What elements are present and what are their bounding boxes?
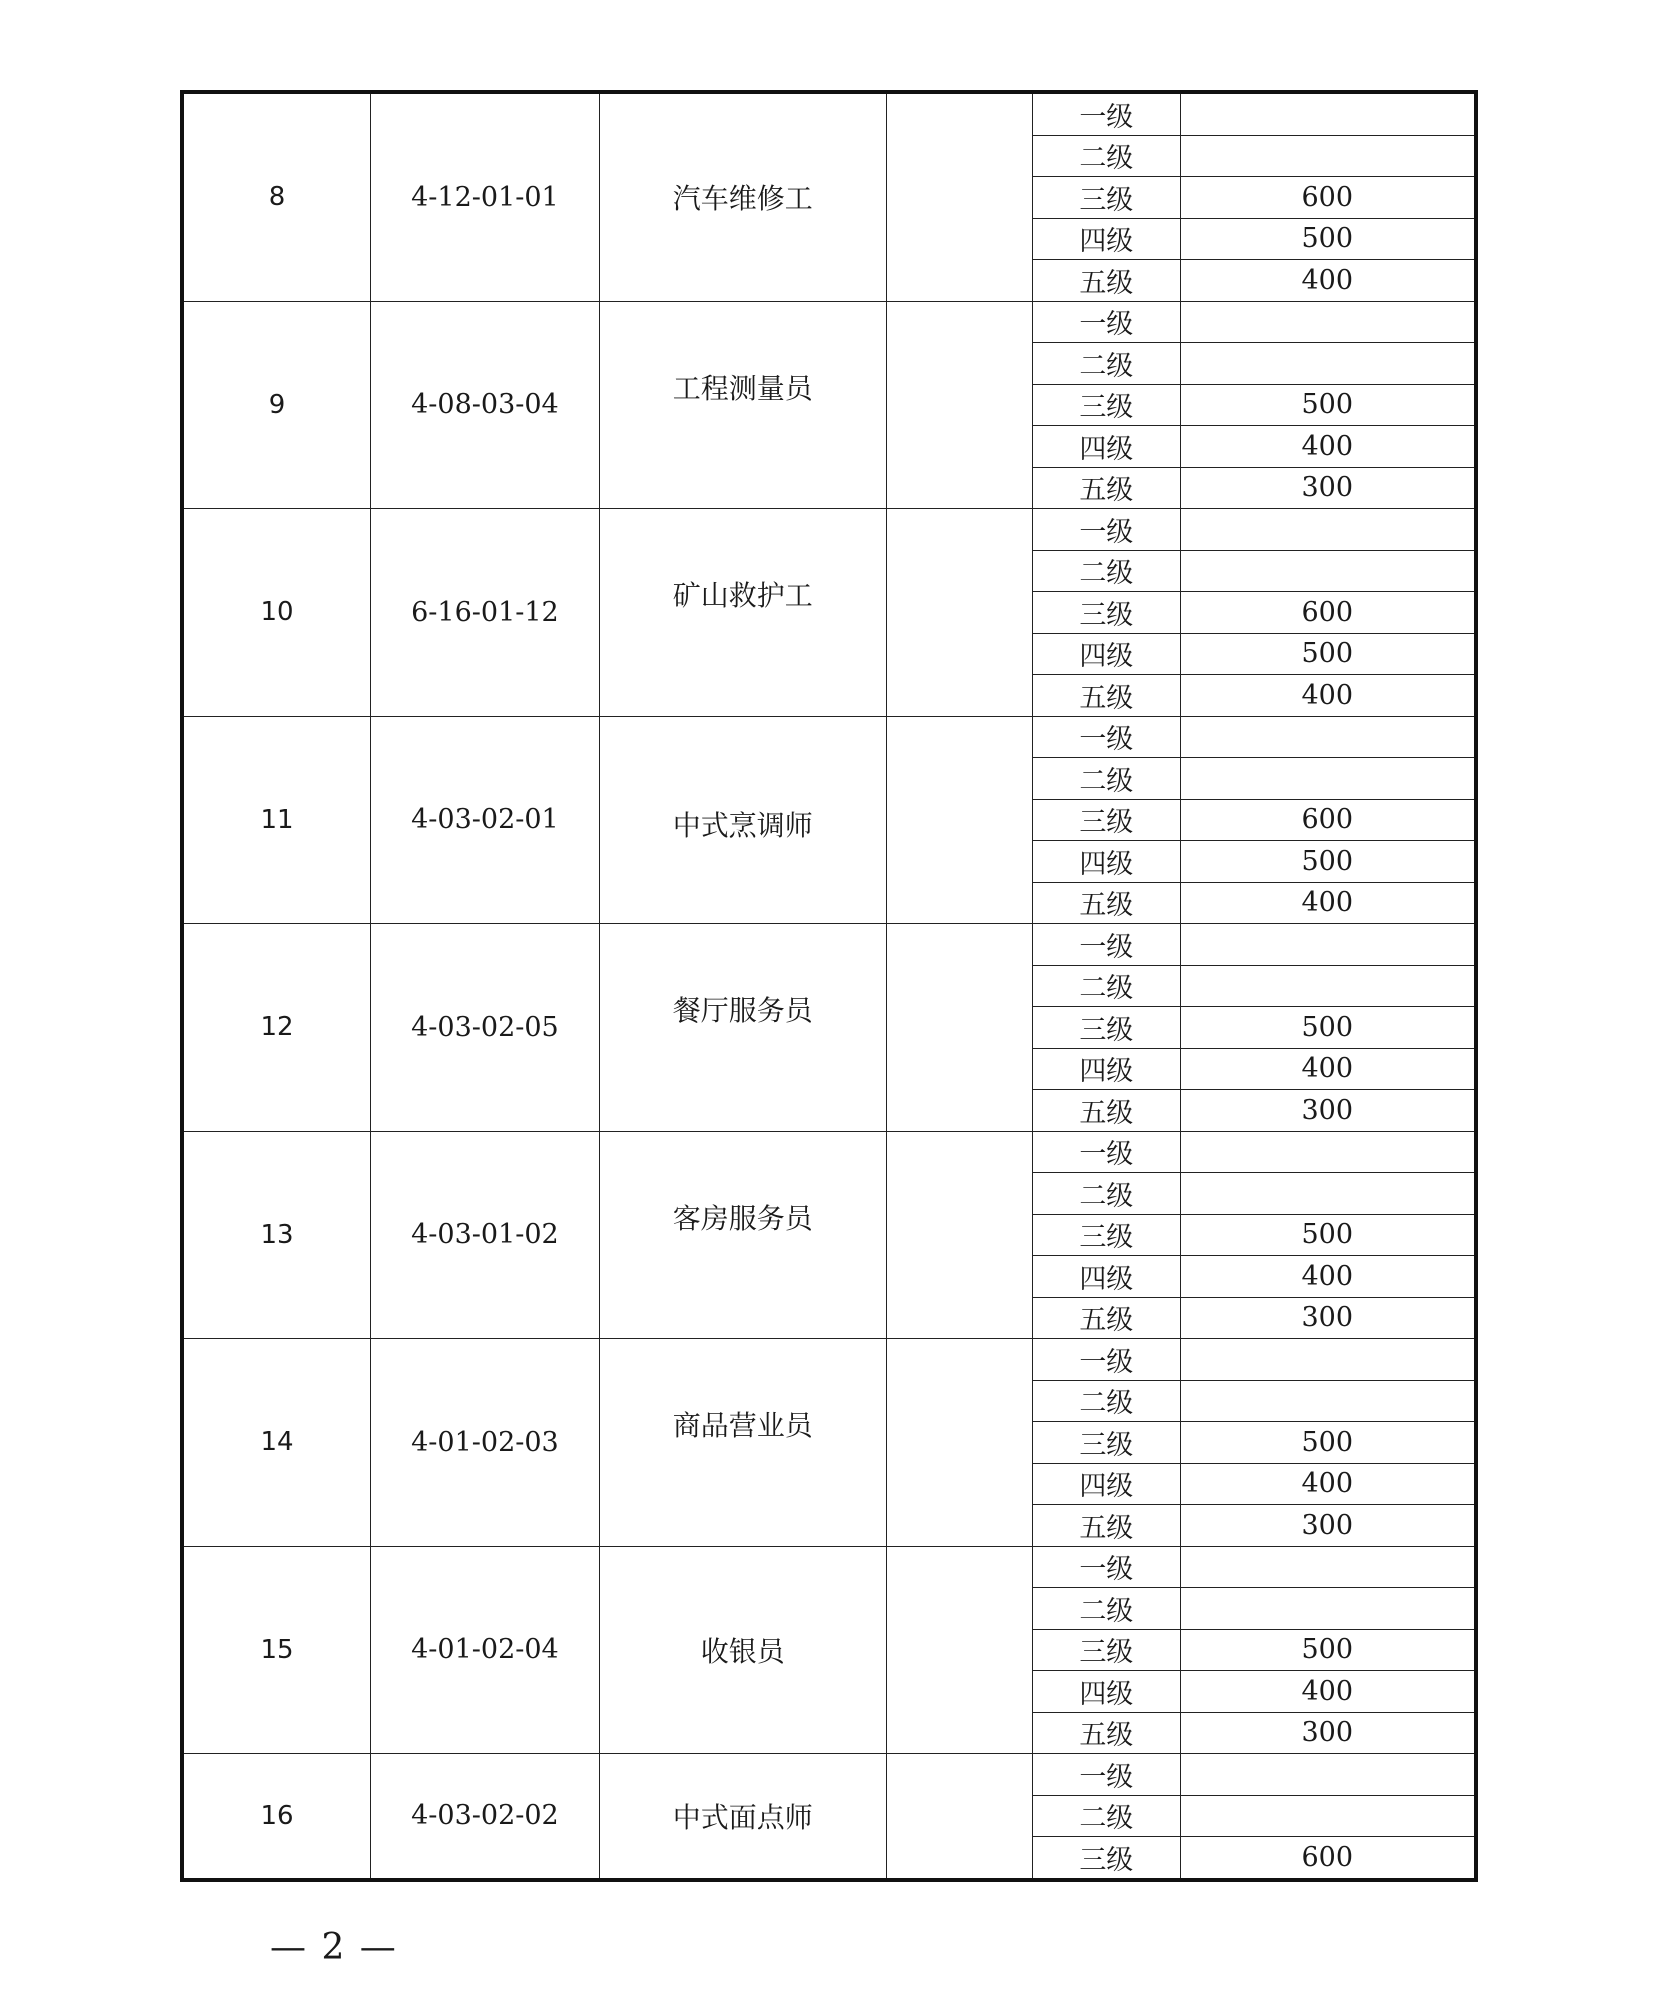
occupation-code: 4-01-02-03 [371, 1339, 600, 1547]
table-row [182, 1754, 1476, 1796]
skill-level: 二级 [1033, 965, 1180, 1007]
skill-level: 四级 [1033, 218, 1180, 260]
subsidy-table [180, 90, 1478, 1882]
skill-level: 五级 [1033, 1712, 1180, 1754]
skill-level: 一级 [1033, 509, 1180, 551]
subsidy-amount: 500 [1180, 218, 1476, 260]
occupation-name: 商品营业员 [599, 1339, 886, 1547]
subsidy-amount [1180, 343, 1476, 385]
subsidy-amount: 500 [1180, 1629, 1476, 1671]
skill-level: 四级 [1033, 633, 1180, 675]
subsidy-amount: 400 [1180, 1671, 1476, 1713]
skill-level: 二级 [1033, 1173, 1180, 1215]
empty-cell [886, 716, 1032, 924]
skill-level: 一级 [1033, 924, 1180, 966]
subsidy-amount: 600 [1180, 1837, 1476, 1880]
occupation-name: 中式烹调师 [599, 716, 886, 924]
occupation-code: 4-12-01-01 [371, 92, 600, 301]
subsidy-amount [1180, 92, 1476, 135]
empty-cell [886, 1754, 1032, 1880]
subsidy-amount: 400 [1180, 426, 1476, 468]
subsidy-amount: 400 [1180, 260, 1476, 302]
subsidy-amount: 300 [1180, 467, 1476, 509]
skill-level: 三级 [1033, 1837, 1180, 1880]
occupation-name: 中式面点师 [599, 1754, 886, 1880]
subsidy-amount [1180, 301, 1476, 343]
occupation-number: 12 [182, 924, 371, 1132]
empty-cell [886, 1339, 1032, 1547]
page-number: — 2 — [270, 1927, 398, 1968]
subsidy-amount [1180, 550, 1476, 592]
subsidy-amount [1180, 1546, 1476, 1588]
occupation-number: 10 [182, 509, 371, 717]
skill-level: 三级 [1033, 1422, 1180, 1464]
subsidy-amount: 500 [1180, 1214, 1476, 1256]
subsidy-amount: 500 [1180, 1422, 1476, 1464]
skill-level: 五级 [1033, 1297, 1180, 1339]
occupation-name: 收银员 [599, 1546, 886, 1754]
skill-level: 三级 [1033, 799, 1180, 841]
occupation-number: 11 [182, 716, 371, 924]
occupation-code: 4-03-01-02 [371, 1131, 600, 1339]
table-row [182, 92, 1476, 135]
table-body [182, 92, 1476, 1880]
subsidy-amount [1180, 1339, 1476, 1381]
skill-level: 四级 [1033, 1048, 1180, 1090]
skill-level: 一级 [1033, 301, 1180, 343]
occupation-name: 餐厅服务员 [599, 924, 886, 1132]
table-row [182, 1546, 1476, 1588]
occupation-code: 4-03-02-01 [371, 716, 600, 924]
empty-cell [886, 1546, 1032, 1754]
subsidy-amount: 600 [1180, 177, 1476, 219]
skill-level: 二级 [1033, 343, 1180, 385]
occupation-name: 汽车维修工 [599, 92, 886, 301]
subsidy-amount: 300 [1180, 1297, 1476, 1339]
subsidy-amount: 600 [1180, 799, 1476, 841]
subsidy-amount: 500 [1180, 1007, 1476, 1049]
occupation-number: 13 [182, 1131, 371, 1339]
empty-cell [886, 1131, 1032, 1339]
skill-level: 二级 [1033, 1588, 1180, 1630]
table-row [182, 301, 1476, 343]
skill-level: 二级 [1033, 135, 1180, 177]
table-row [182, 509, 1476, 551]
occupation-code: 4-03-02-02 [371, 1754, 600, 1880]
subsidy-amount: 400 [1180, 1463, 1476, 1505]
subsidy-amount [1180, 135, 1476, 177]
skill-level: 四级 [1033, 426, 1180, 468]
occupation-code: 4-08-03-04 [371, 301, 600, 509]
skill-level: 二级 [1033, 1795, 1180, 1837]
subsidy-amount [1180, 1173, 1476, 1215]
skill-level: 一级 [1033, 92, 1180, 135]
subsidy-amount: 500 [1180, 633, 1476, 675]
occupation-number: 9 [182, 301, 371, 509]
table-row [182, 1339, 1476, 1381]
table-row [182, 1131, 1476, 1173]
occupation-name: 工程测量员 [599, 301, 886, 509]
subsidy-amount: 300 [1180, 1712, 1476, 1754]
skill-level: 一级 [1033, 1131, 1180, 1173]
subsidy-amount [1180, 1131, 1476, 1173]
subsidy-amount: 400 [1180, 1256, 1476, 1298]
occupation-code: 6-16-01-12 [371, 509, 600, 717]
subsidy-amount [1180, 716, 1476, 758]
occupation-number: 16 [182, 1754, 371, 1880]
skill-level: 一级 [1033, 716, 1180, 758]
skill-level: 三级 [1033, 1007, 1180, 1049]
subsidy-amount [1180, 1754, 1476, 1796]
skill-level: 二级 [1033, 550, 1180, 592]
skill-level: 五级 [1033, 1090, 1180, 1132]
subsidy-amount: 300 [1180, 1505, 1476, 1547]
skill-level: 四级 [1033, 1463, 1180, 1505]
occupation-number: 8 [182, 92, 371, 301]
skill-level: 五级 [1033, 467, 1180, 509]
skill-level: 二级 [1033, 1380, 1180, 1422]
occupation-number: 14 [182, 1339, 371, 1547]
empty-cell [886, 924, 1032, 1132]
skill-level: 一级 [1033, 1754, 1180, 1796]
skill-level: 五级 [1033, 1505, 1180, 1547]
occupation-code: 4-03-02-05 [371, 924, 600, 1132]
skill-level: 五级 [1033, 675, 1180, 717]
subsidy-amount: 500 [1180, 384, 1476, 426]
empty-cell [886, 301, 1032, 509]
skill-level: 四级 [1033, 841, 1180, 883]
subsidy-amount: 400 [1180, 675, 1476, 717]
occupation-name: 客房服务员 [599, 1131, 886, 1339]
empty-cell [886, 509, 1032, 717]
table-row [182, 924, 1476, 966]
subsidy-amount: 600 [1180, 592, 1476, 634]
subsidy-amount [1180, 758, 1476, 800]
subsidy-amount [1180, 1795, 1476, 1837]
skill-level: 四级 [1033, 1256, 1180, 1298]
subsidy-amount: 300 [1180, 1090, 1476, 1132]
subsidy-amount [1180, 1588, 1476, 1630]
subsidy-amount [1180, 965, 1476, 1007]
skill-level: 四级 [1033, 1671, 1180, 1713]
occupation-name: 矿山救护工 [599, 509, 886, 717]
subsidy-amount: 400 [1180, 882, 1476, 924]
empty-cell [886, 92, 1032, 301]
skill-level: 三级 [1033, 592, 1180, 634]
skill-level: 五级 [1033, 882, 1180, 924]
table-row [182, 716, 1476, 758]
skill-level: 一级 [1033, 1546, 1180, 1588]
subsidy-amount [1180, 924, 1476, 966]
skill-level: 五级 [1033, 260, 1180, 302]
skill-level: 二级 [1033, 758, 1180, 800]
occupation-number: 15 [182, 1546, 371, 1754]
subsidy-amount [1180, 1380, 1476, 1422]
subsidy-amount [1180, 509, 1476, 551]
skill-level: 三级 [1033, 1214, 1180, 1256]
skill-level: 三级 [1033, 177, 1180, 219]
skill-level: 三级 [1033, 1629, 1180, 1671]
occupation-code: 4-01-02-04 [371, 1546, 600, 1754]
subsidy-amount: 500 [1180, 841, 1476, 883]
subsidy-amount: 400 [1180, 1048, 1476, 1090]
skill-level: 一级 [1033, 1339, 1180, 1381]
skill-level: 三级 [1033, 384, 1180, 426]
